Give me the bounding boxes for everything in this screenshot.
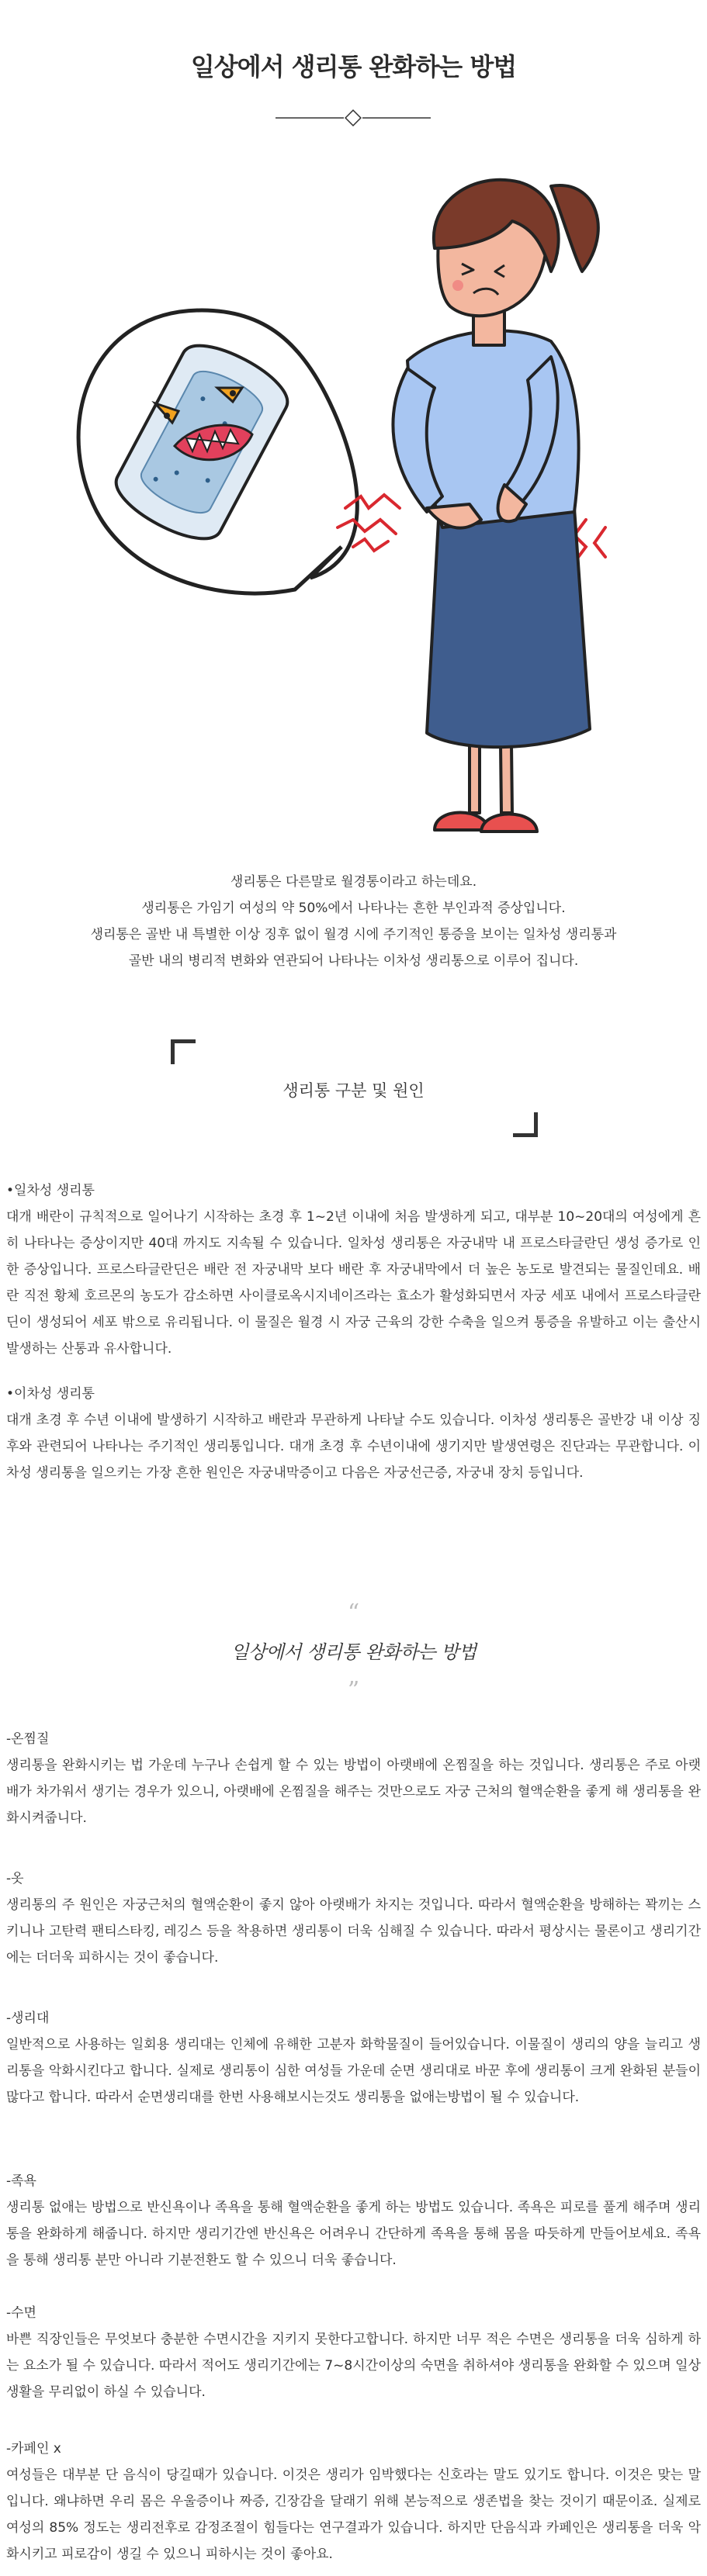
tip-body: 생리통을 완화시키는 법 가운데 누구나 손쉽게 할 수 있는 방법이 아랫배에 온찜질을 하는 것입니다. 생리통은 주로 아랫배가 차가워서 생기는 경우가 있으니, 아랫배에 온찜질을 해주는 것만으로도 자궁 근처의 혈액순환을 좋게 해 생리통을 완화시켜줍니다. (6, 1758, 701, 1826)
tip-heading: -족욕 (6, 2173, 36, 2189)
tip-body: 생리통의 주 원인은 자궁근처의 혈액순환이 좋지 않아 아랫배가 차지는 것입니다. 따라서 혈액순환을 방해하는 꽉끼는 스키니나 고탄력 팬티스타킹, 레깅스 등을 착용하면 생리통이 더욱 심해질 수 있습니다. 따라서 평상시는 물론이고 생리기간에는 더더욱 피하시는 것이 좋습니다. (6, 1897, 701, 1966)
intro-paragraph (0, 869, 707, 974)
tip-heading: -카페인 x (6, 2441, 61, 2457)
tip-heading: -생리대 (6, 2011, 50, 2026)
quote-open-icon: “ (347, 1599, 360, 1627)
tip-sleep (6, 2300, 701, 2405)
tip-foot-bath (6, 2168, 701, 2273)
tip-heading: -옷 (6, 1871, 24, 1886)
tip-no-caffeine (6, 2436, 701, 2567)
tip-warm-compress (6, 1726, 701, 1831)
tip-heading: -온찜질 (6, 1731, 50, 1747)
title-divider (276, 109, 431, 127)
tip-body: 생리통 없애는 방법으로 반신욕이나 족욕을 통해 혈액순환을 좋게 하는 방법도 있습니다. 족욕은 피로를 풀게 해주며 생리통을 완화하게 해줍니다. 하지만 생리기간엔 반신욕은 어려우니 간단하게 족욕을 통해 몸을 따듯하게 만들어보세요. 족욕을 통해 생리통 분만 아니라 기분전환도 할 수 있으니 더욱 좋습니다. (6, 2200, 701, 2268)
woman-figure (393, 180, 598, 832)
tip-sanitary-pad (6, 2005, 701, 2111)
intro-line: 생리통은 가임기 여성의 약 50%에서 나타나는 흔한 부인과적 증상입니다. (141, 901, 566, 916)
tip-body: 일반적으로 사용하는 일회용 생리대는 인체에 유해한 고분자 화학물질이 들어있습니다. 이물질이 생리의 양을 늘리고 생리통을 악화시킨다고 합니다. 실제로 생리통이 심한 여성들 가운데 순면 생리대로 바꾼 후에 생리통이 크게 완화된 분들이 많다고 합니다. 따라서 순면생리대를 한번 사용해보시는것도 생리통을 없애는방법이 될 수 있습니다. (6, 2037, 701, 2105)
tip-heading: -수면 (6, 2305, 36, 2321)
type-body: 대개 배란이 규칙적으로 일어나기 시작하는 초경 후 1~2년 이내에 처음 발생하게 되고, 대부분 10~20대의 여성에게 흔히 나타나는 증상이지만 40대 까지도 지속될 수 있습니다. 일차성 생리통은 자궁내막 내 프로스타글란딘 생성 증가로 인한 증상입니다. 프로스타글란딘은 배란 전 자궁내막 보다 배란 후 자궁내막에서 더 높은 농도로 발견되는 물질인데요. 배란 직전 황체 호르몬의 농도가 감소하면 사이클로옥시지네이즈라는 효소가 활성화되면서 자궁 세포 내에서 프로스타글란딘이 생성되어 세포 밖으로 유리됩니다. 이 물질은 월경 시 자궁 근육의 강한 수축을 일으켜 통증을 유발하고 이는 출산시 발생하는 산통과 유사합니다. (6, 1209, 701, 1357)
intro-line: 생리통은 다른말로 월경통이라고 하는데요. (230, 874, 477, 890)
quote-close-icon: ” (347, 1677, 360, 1704)
tip-clothes (6, 1865, 701, 1971)
type-body: 대개 초경 후 수년 이내에 발생하기 시작하고 배란과 무관하게 나타날 수도 있습니다. 이차성 생리통은 골반강 내 이상 징후와 관련되어 나타나는 주기적인 생리통입니다. 대개 초경 후 수년이내에 생기지만 발생연령은 진단과는 무관합니다. 이차성 생리통을 일으키는 가장 흔한 원인은 자궁내막증이고 다음은 자궁선근증, 자궁내 장치 등입니다. (6, 1412, 701, 1481)
period-pain-illustration (39, 155, 660, 853)
type-secondary (6, 1381, 701, 1486)
page-title: 일상에서 생리통 완화하는 방법 (190, 52, 517, 82)
type-primary (6, 1177, 701, 1362)
section-title-types: 생리통 구분 및 원인 (282, 1081, 425, 1100)
intro-line: 골반 내의 병리적 변화와 연관되어 나타나는 이차성 생리통으로 이루어 집니다. (128, 953, 579, 969)
bracket-top-left (171, 1039, 196, 1064)
intro-line: 생리통은 골반 내 특별한 이상 징후 없이 월경 시에 주기적인 통증을 보이는 일차성 생리통과 (90, 927, 617, 942)
type-heading: •이차성 생리통 (6, 1386, 95, 1402)
type-heading: •일차성 생리통 (6, 1183, 95, 1198)
tip-body: 여성들은 대부분 단 음식이 당길때가 있습니다. 이것은 생리가 임박했다는 신호라는 말도 있기도 합니다. 이것은 맞는 말입니다. 왜냐하면 우리 몸은 우울증이나 짜증, 긴장감을 달래기 위해 본능적으로 생존법을 찾는 것이기 때문이죠. 실제로 여성의 85% 정도는 생리전후로 감정조절이 힘들다는 연구결과가 있습니다. 하지만 단음식과 카페인은 생리통을 더욱 악화시키고 피로감이 생길 수 있으니 피하시는 것이 좋아요. (6, 2467, 701, 2562)
bracket-bottom-right (513, 1112, 538, 1137)
tip-body: 바쁜 직장인들은 무엇보다 충분한 수면시간을 지키지 못한다고합니다. 하지만 너무 적은 수면은 생리통을 더욱 심하게 하는 요소가 될 수 있습니다. 따라서 적어도 생리기간에는 7~8시간이상의 숙면을 취하셔야 생리통을 완화할 수 있으며 일상생활을 무리없이 하실 수 있습니다. (6, 2332, 701, 2400)
section-title-tips: 일상에서 생리통 완화하는 방법 (230, 1641, 477, 1663)
